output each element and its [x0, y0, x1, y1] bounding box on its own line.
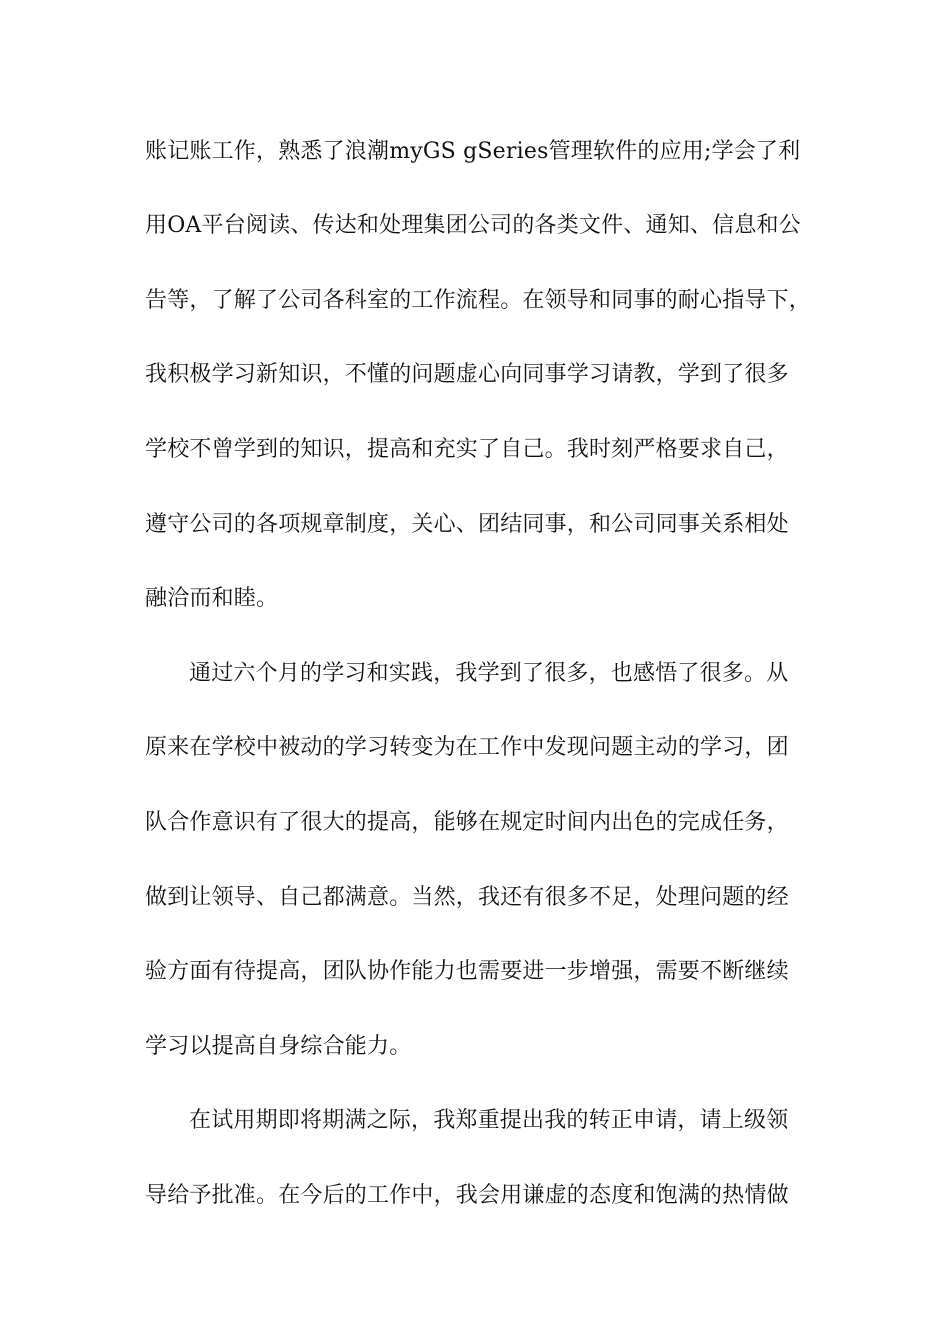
text-line: 账记账工作，熟悉了浪潮myGS gSeries管理软件的应用;学会了利 [145, 139, 801, 164]
text-line: 用OA平台阅读、传达和处理集团公司的各类文件、通知、信息和公 [145, 213, 801, 238]
text-line: 验方面有待提高，团队协作能力也需要进一步增强，需要不断继续 [145, 959, 789, 984]
text-line: 融洽而和睦。 [145, 586, 279, 611]
text-line: 遵守公司的各项规章制度，关心、团结同事，和公司同事关系相处 [145, 512, 789, 537]
text-line: 队合作意识有了很大的提高，能够在规定时间内出色的完成任务， [145, 810, 789, 835]
text-line: 学校不曾学到的知识，提高和充实了自己。我时刻严格要求自己， [145, 437, 789, 462]
text-line: 通过六个月的学习和实践，我学到了很多，也感悟了很多。从 [189, 661, 789, 686]
text-line: 做到让领导、自己都满意。当然，我还有很多不足，处理问题的经 [145, 885, 789, 910]
text-line: 我积极学习新知识，不懂的问题虚心向同事学习请教，学到了很多 [145, 362, 789, 387]
text-line: 学习以提高自身综合能力。 [145, 1034, 412, 1059]
text-line: 原来在学校中被动的学习转变为在工作中发现问题主动的学习，团 [145, 735, 789, 760]
text-line: 在试用期即将期满之际，我郑重提出我的转正申请，请上级领 [189, 1108, 789, 1133]
text-line: 告等，了解了公司各科室的工作流程。在领导和同事的耐心指导下， [145, 288, 812, 313]
text-line: 导给予批准。在今后的工作中，我会用谦虚的态度和饱满的热情做 [145, 1183, 789, 1208]
